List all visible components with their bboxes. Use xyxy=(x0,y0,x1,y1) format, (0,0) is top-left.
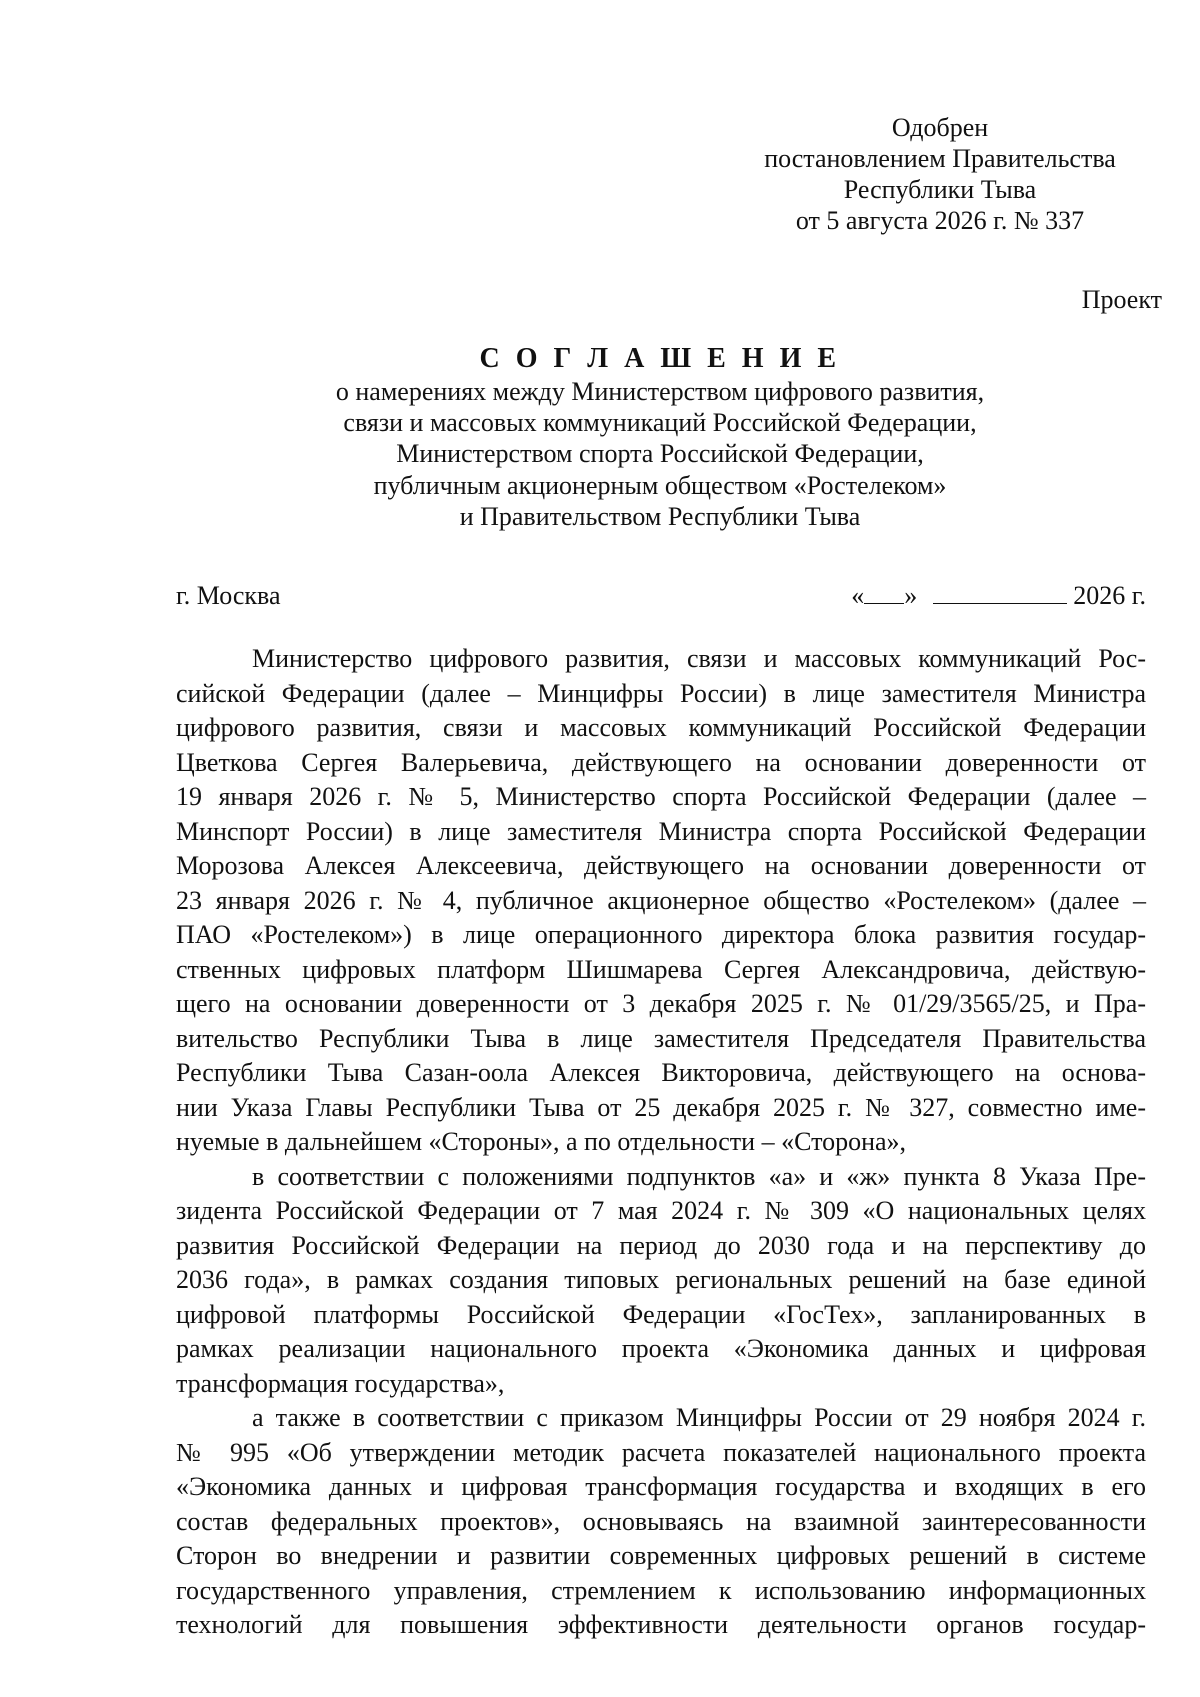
body-line: Морозова Алексея Алексеевича, действующего на основании доверенности от xyxy=(176,851,1146,880)
body-paragraph xyxy=(176,642,1146,1160)
body-line: 2036 года», в рамках создания типовых региональных решений на базе единой xyxy=(176,1265,1146,1294)
body-line: Минспорт России) в лице заместителя Министра спорта Российской Федерации xyxy=(176,816,1146,846)
subtitle-line: о намерениях между Министерством цифрового развития, xyxy=(335,377,985,406)
approval-line: от 5 августа 2026 г. № 337 xyxy=(795,206,1085,235)
body-line: 23 января 2026 г. № 4, публичное акционерное общество «Ростелеком» (далее – xyxy=(176,885,1146,915)
body-line: технологий для повышения эффективности деятельности органов государ- xyxy=(176,1610,1146,1639)
body-paragraph xyxy=(176,1160,1146,1402)
signing-date xyxy=(851,580,1146,611)
body-line: «Экономика данных и цифровая трансформация государства и входящих в его xyxy=(176,1472,1146,1501)
approval-stamp-block xyxy=(740,112,1140,236)
body-line: развития Российской Федерации на период до 2030 года и на перспективу до xyxy=(176,1230,1146,1260)
body-line: Цветкова Сергея Валерьевича, действующего на основании доверенности от xyxy=(176,747,1146,777)
place-of-signing: г. Москва xyxy=(176,581,281,610)
body-line: в соответствии с положениями подпунктов «а» и «ж» пункта 8 Указа Пре- xyxy=(252,1161,1146,1191)
body-line: Министерство цифрового развития, связи и массовых коммуникаций Рос- xyxy=(252,644,1146,673)
body-line: рамках реализации национального проекта «Экономика данных и цифровая xyxy=(176,1334,1146,1363)
subtitle-line: и Правительством Республики Тыва xyxy=(459,501,861,531)
approval-line: Республики Тыва xyxy=(843,175,1037,204)
body-line: нуемые в дальнейшем «Стороны», а по отдельности – «Сторона», xyxy=(176,1127,907,1156)
draft-mark: Проект xyxy=(1081,285,1162,314)
body-line: государственного управления, стремлением к использованию информационных xyxy=(176,1575,1146,1605)
day-blank-line xyxy=(864,581,904,604)
body-line: № 995 «Об утверждении методик расчета показателей национального проекта xyxy=(176,1437,1146,1467)
date-close-quote: » xyxy=(904,581,918,610)
date-open-quote: « xyxy=(851,581,865,610)
body-line: щего на основании доверенности от 3 декабря 2025 г. № 01/29/3565/25, и Пра- xyxy=(176,989,1146,1018)
body-line: трансформация государства», xyxy=(176,1368,505,1398)
body-line: состав федеральных проектов», основываясь на взаимной заинтересованности xyxy=(176,1506,1146,1536)
month-blank-line xyxy=(933,581,1067,604)
body-line: ПАО «Ростелеком») в лице операционного директора блока развития государ- xyxy=(176,920,1146,949)
body-line: Сторон во внедрении и развитии современных цифровых решений в системе xyxy=(176,1541,1146,1570)
body-paragraph xyxy=(176,1401,1146,1643)
body-line: а также в соответствии с приказом Минцифры России от 29 ноября 2024 г. xyxy=(252,1403,1146,1432)
agreement-body xyxy=(176,642,1146,1643)
subtitle-line: связи и массовых коммуникаций Российской Федерации, xyxy=(343,408,977,438)
body-line: 19 января 2026 г. № 5, Министерство спорта Российской Федерации (далее – xyxy=(176,782,1146,811)
body-line: цифровой платформы Российской Федерации «ГосТех», запланированных в xyxy=(176,1299,1146,1329)
body-line: зидента Российской Федерации от 7 мая 2024 г. № 309 «О национальных целях xyxy=(176,1196,1146,1225)
title-block xyxy=(174,342,1146,532)
body-line: Республики Тыва Сазан-оола Алексея Викторовича, действующего на основа- xyxy=(176,1058,1146,1087)
approval-line: Одобрен xyxy=(891,113,989,142)
body-line: нии Указа Главы Республики Тыва от 25 декабря 2025 г. № 327, совместно име- xyxy=(176,1092,1146,1122)
document-title: С О Г Л А Ш Е Н И Е xyxy=(479,343,841,374)
body-line: сийской Федерации (далее – Минцифры России) в лице заместителя Министра xyxy=(176,678,1146,708)
body-line: ственных цифровых платформ Шишмарева Сергея Александровича, действую- xyxy=(176,954,1146,984)
body-line: вительство Республики Тыва в лице заместителя Председателя Правительства xyxy=(176,1023,1146,1053)
subtitle-line: Министерством спорта Российской Федерации, xyxy=(396,439,924,469)
approval-line: постановлением Правительства xyxy=(764,144,1116,173)
subtitle-line: публичным акционерным обществом «Ростелеком» xyxy=(373,470,947,500)
date-year: 2026 г. xyxy=(1073,581,1146,610)
body-line: цифрового развития, связи и массовых коммуникаций Российской Федерации xyxy=(176,713,1146,742)
